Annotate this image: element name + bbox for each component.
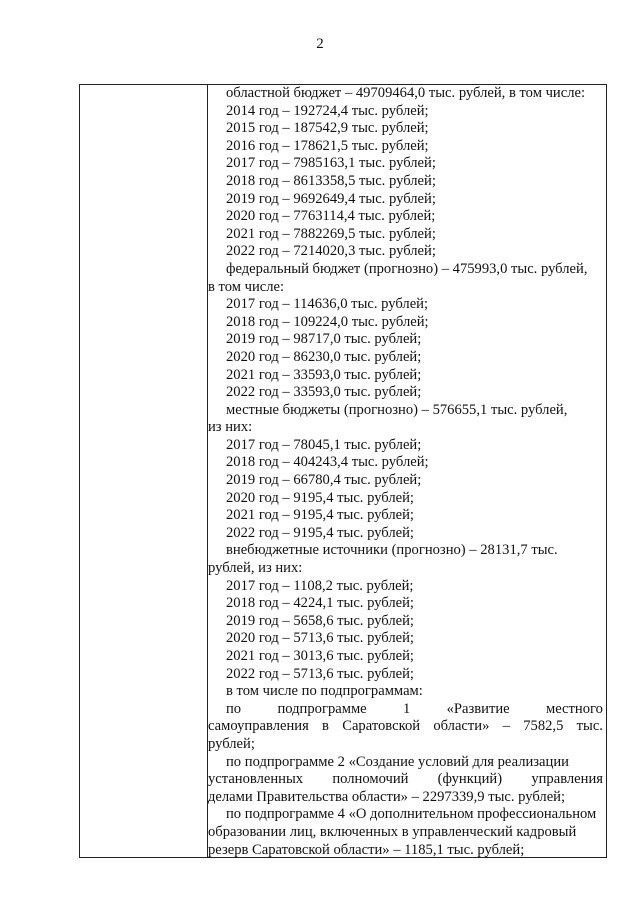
text-line: по подпрограмме 2 «Создание условий для реализации (226, 753, 569, 770)
text-line: 2022 год – 7214020,3 тыс. рублей; (226, 243, 436, 260)
text-line: 2017 год – 114636,0 тыс. рублей; (226, 296, 429, 313)
word: местного (545, 700, 603, 717)
text-line: в том числе по подпрограммам: (226, 683, 423, 700)
text-line: областной бюджет – 49709464,0 тыс. рублей, в том числе: (226, 85, 586, 101)
word: в (322, 718, 329, 735)
text-line: 2019 год – 5658,6 тыс. рублей; (226, 612, 414, 629)
text-line (208, 718, 603, 736)
word: управления (531, 771, 603, 788)
text-line: внебюджетные источники (прогнозно) – 28131,7 тыс. (226, 542, 558, 559)
text-line: в том числе: (208, 278, 285, 295)
text-line: 2021 год – 9195,4 тыс. рублей; (226, 507, 414, 524)
text-line: 2014 год – 192724,4 тыс. рублей; (226, 102, 429, 119)
text-line: 2020 год – 9195,4 тыс. рублей; (226, 489, 414, 506)
word: 7582,5 (523, 718, 564, 735)
word: (функций) (437, 771, 503, 788)
table-left-cell (80, 85, 208, 857)
text-line: 2018 год – 4224,1 тыс. рублей; (226, 595, 414, 612)
text-line: рублей, из них: (208, 560, 303, 577)
text-line: 2021 год – 7882269,5 тыс. рублей; (226, 225, 436, 242)
word: полномочий (332, 771, 409, 788)
word: по (226, 700, 242, 717)
word: области» (433, 718, 490, 735)
text-line: 2017 год – 1108,2 тыс. рублей; (226, 577, 414, 594)
text-line: 2022 год – 5713,6 тыс. рублей; (226, 665, 414, 682)
text-line: 2017 год – 7985163,1 тыс. рублей; (226, 155, 436, 172)
text-line: 2018 год – 8613358,5 тыс. рублей; (226, 172, 436, 189)
word: установленных (208, 771, 304, 788)
text-line: 2017 год – 78045,1 тыс. рублей; (226, 436, 422, 453)
text-line: 2019 год – 66780,4 тыс. рублей; (226, 472, 422, 489)
text-line: рублей; (208, 735, 255, 752)
text-line: резерв Саратовской области» – 1185,1 тыс. рублей; (208, 841, 525, 858)
text-line: федеральный бюджет (прогнозно) – 475993,0 тыс. рублей, (226, 260, 588, 277)
program-table (79, 84, 607, 858)
word: – (502, 718, 510, 735)
text-line: 2020 год – 5713,6 тыс. рублей; (226, 630, 414, 647)
text-line: 2022 год – 33593,0 тыс. рублей; (226, 384, 422, 401)
text-line: 2018 год – 404243,4 тыс. рублей; (226, 454, 429, 471)
word: 1 (403, 700, 411, 717)
text-line: 2022 год – 9195,4 тыс. рублей; (226, 524, 414, 541)
text-line: из них: (208, 419, 253, 436)
text-line: делами Правительства области» – 2297339,9 тыс. рублей; (208, 788, 566, 805)
text-line (208, 771, 603, 789)
text-line: 2018 год – 109224,0 тыс. рублей; (226, 313, 429, 330)
page-number: 2 (316, 36, 324, 52)
word: «Развитие (446, 700, 510, 717)
text-line: 2020 год – 7763114,4 тыс. рублей; (226, 208, 436, 225)
text-line (208, 701, 603, 719)
word: самоуправления (208, 718, 309, 735)
text-line: 2016 год – 178621,5 тыс. рублей; (226, 137, 429, 154)
word: подпрограмме (277, 700, 367, 717)
text-line: 2019 год – 98717,0 тыс. рублей; (226, 331, 422, 348)
text-line: 2015 год – 187542,9 тыс. рублей; (226, 120, 429, 137)
text-line: 2021 год – 33593,0 тыс. рублей; (226, 366, 422, 383)
table-right-cell (208, 85, 606, 857)
word: Саратовской (342, 718, 421, 735)
text-line: 2019 год – 9692649,4 тыс. рублей; (226, 190, 436, 207)
word: тыс. (576, 718, 603, 735)
text-line: образовании лиц, включенных в управленческий кадровый (208, 823, 577, 840)
text-line: местные бюджеты (прогнозно) – 576655,1 тыс. рублей, (226, 401, 568, 418)
text-line: по подпрограмме 4 «О дополнительном профессиональном (226, 806, 597, 823)
text-line: 2021 год – 3013,6 тыс. рублей; (226, 648, 414, 664)
text-line: 2020 год – 86230,0 тыс. рублей; (226, 348, 422, 365)
